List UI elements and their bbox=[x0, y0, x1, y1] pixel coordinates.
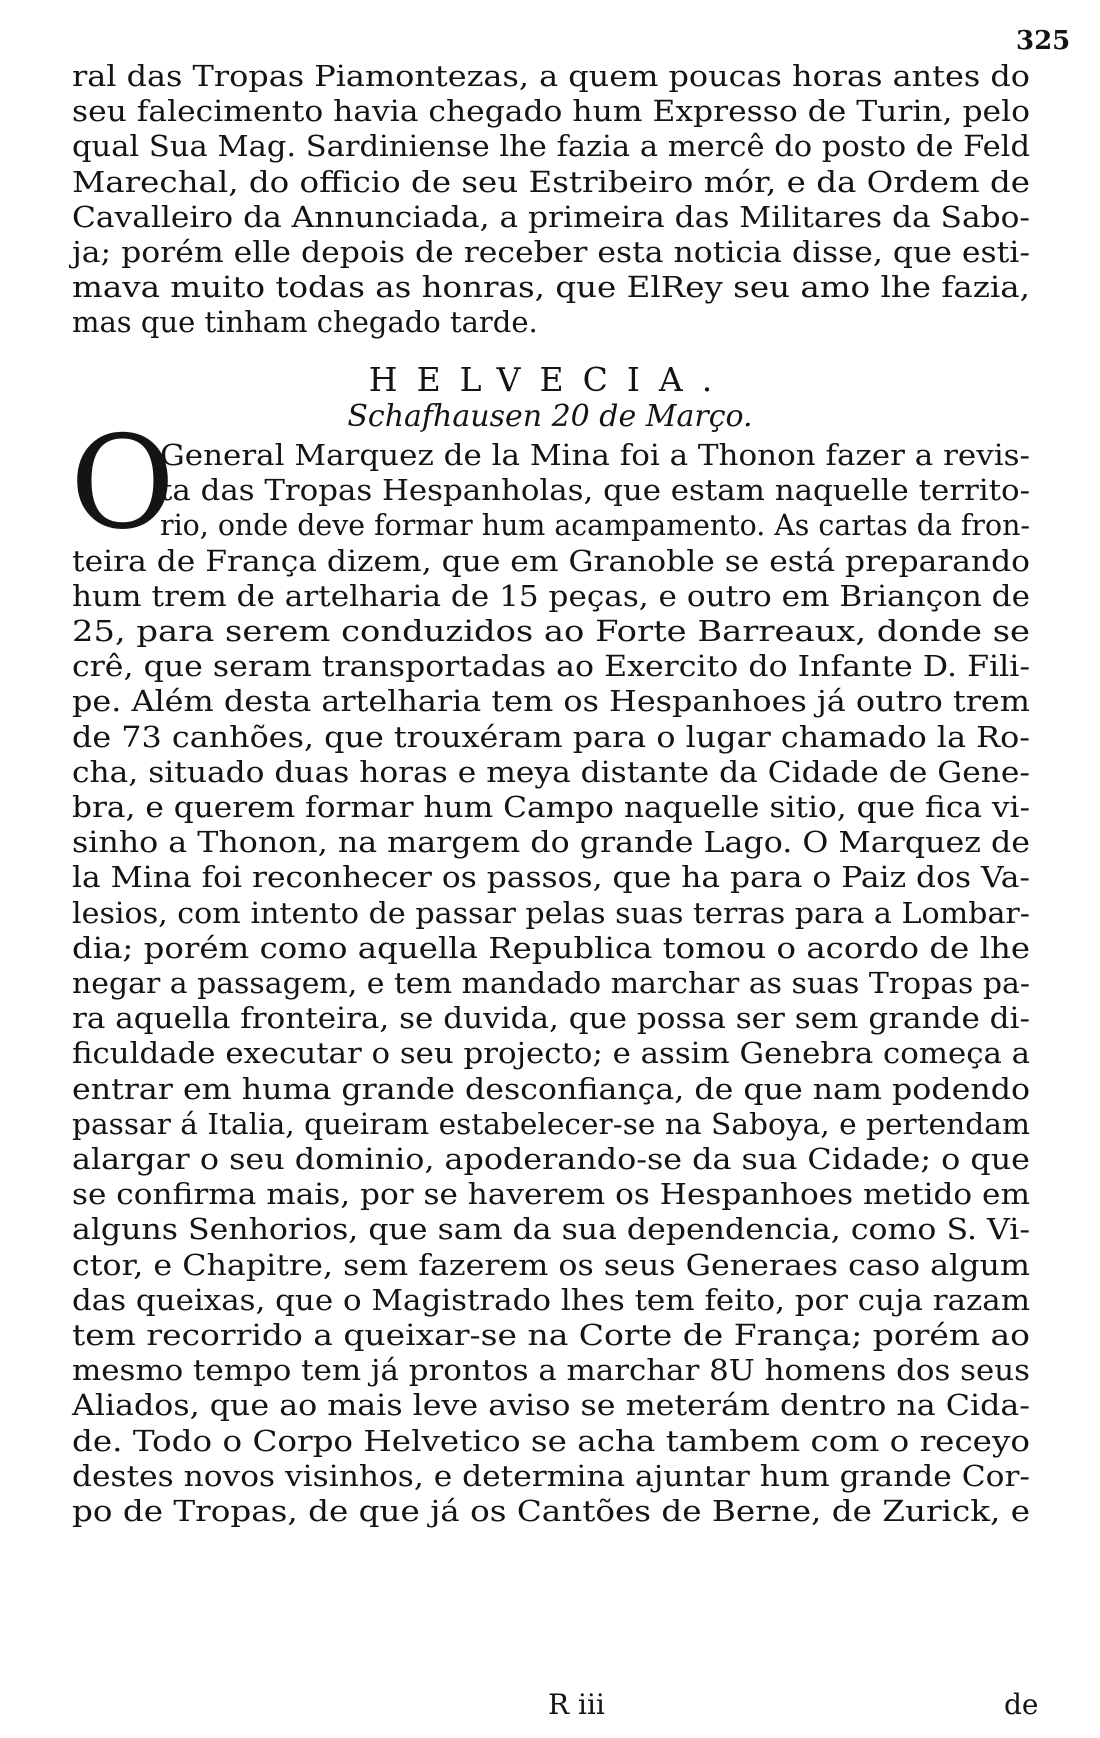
text-line: la Mina foi reconhecer os passos, que ha para o Paiz dos Va- bbox=[72, 860, 1030, 895]
text-line: se confirma mais, por se haverem os Hespanhoes metido em bbox=[72, 1177, 1030, 1212]
catchword: de bbox=[1004, 1688, 1039, 1721]
text-line: rio, onde deve formar hum acampamento. As cartas da fron- bbox=[160, 508, 1030, 543]
text-line: mava muito todas as honras, que ElRey seu amo lhe fazia, bbox=[72, 270, 1030, 305]
text-line: Aliados, que ao mais leve aviso se meterám dentro na Cida- bbox=[72, 1388, 1030, 1423]
text-line: po de Tropas, de que já os Cantões de Berne, de Zurick, e bbox=[72, 1494, 1030, 1528]
text-line: ficuldade executar o seu projecto; e assim Genebra começa a bbox=[72, 1036, 1030, 1071]
text-line: sinho a Thonon, na margem do grande Lago. O Marquez de bbox=[72, 825, 1030, 860]
text-line: ta das Tropas Hespanholas, que estam naquelle territo- bbox=[160, 473, 1030, 508]
text-line: entrar em huma grande desconfiança, de que nam podendo bbox=[72, 1071, 1030, 1106]
text-line: hum trem de artelharia de 15 peças, e outro em Briançon de bbox=[72, 578, 1030, 613]
section-heading: HELVECIA. bbox=[368, 360, 732, 399]
text-line: ra aquella fronteira, se duvida, que possa ser sem grande di- bbox=[72, 1001, 1030, 1036]
text-line: qual Sua Mag. Sardiniense lhe fazia a mercê do posto de Feld bbox=[72, 129, 1030, 164]
text-line: alguns Senhorios, que sam da sua dependencia, como S. Vi- bbox=[72, 1212, 1030, 1247]
page-number: 325 bbox=[1016, 26, 1071, 56]
text-line: Cavalleiro da Annunciada, a primeira das Militares da Sabo- bbox=[72, 199, 1030, 234]
text-line: seu falecimento havia chegado hum Expresso de Turin, pelo bbox=[72, 94, 1030, 129]
text-line: de 73 canhões, que trouxéram para o lugar chamado la Ro- bbox=[72, 719, 1030, 754]
text-line: lesios, com intento de passar pelas suas terras para a Lombar- bbox=[72, 895, 1030, 930]
text-line: ctor, e Chapitre, sem fazerem os seus Generaes caso algum bbox=[72, 1247, 1030, 1282]
text-line: negar a passagem, e tem mandado marchar as suas Tropas pa- bbox=[72, 966, 1030, 1000]
text-line: de. Todo o Corpo Helvetico se acha tambem com o receyo bbox=[72, 1423, 1030, 1458]
text-line: dia; porém como aquella Republica tomou o acordo de lhe bbox=[72, 930, 1030, 965]
text-line: pe. Além desta artelharia tem os Hespanhoes já outro trem bbox=[72, 684, 1030, 719]
text-line: passar á Italia, queiram estabelecer-se na Saboya, e pertendam bbox=[72, 1106, 1030, 1141]
text-line: Marechal, do officio de seu Estribeiro mór, e da Ordem de bbox=[72, 164, 1030, 199]
text-line: mas que tinham chegado tarde. bbox=[72, 305, 538, 340]
signature-mark: R iii bbox=[548, 1688, 605, 1721]
text-line: alargar o seu dominio, apoderando-se da sua Cidade; o que bbox=[72, 1142, 1030, 1176]
text-line: teira de França dizem, que em Granoble se está preparando bbox=[72, 543, 1030, 578]
text-line: destes novos visinhos, e determina ajuntar hum grande Cor- bbox=[72, 1458, 1030, 1493]
text-line: ja; porém elle depois de receber esta noticia disse, que esti- bbox=[72, 235, 1030, 269]
text-line: cha, situado duas horas e meya distante da Cidade de Gene- bbox=[72, 754, 1030, 789]
text-line: ral das Tropas Piamontezas, a quem poucas horas antes do bbox=[72, 59, 1030, 93]
text-line: crê, que seram transportadas ao Exercito do Infante D. Fili- bbox=[72, 649, 1030, 684]
text-line: tem recorrido a queixar-se na Corte de França; porém ao bbox=[72, 1318, 1030, 1352]
text-line: mesmo tempo tem já prontos a marchar 8U homens dos seus bbox=[72, 1353, 1030, 1388]
dateline: Schafhausen 20 de Março. bbox=[347, 399, 753, 434]
text-line: das queixas, que o Magistrado lhes tem feito, por cuja razam bbox=[72, 1282, 1030, 1317]
text-line: bra, e querem formar hum Campo naquelle sitio, que fica vi- bbox=[72, 790, 1030, 824]
text-line: 25, para serem conduzidos ao Forte Barreaux, donde se bbox=[72, 614, 1030, 648]
drop-cap: O bbox=[70, 409, 175, 558]
text-line: General Marquez de la Mina foi a Thonon fazer a revis- bbox=[160, 438, 1030, 472]
